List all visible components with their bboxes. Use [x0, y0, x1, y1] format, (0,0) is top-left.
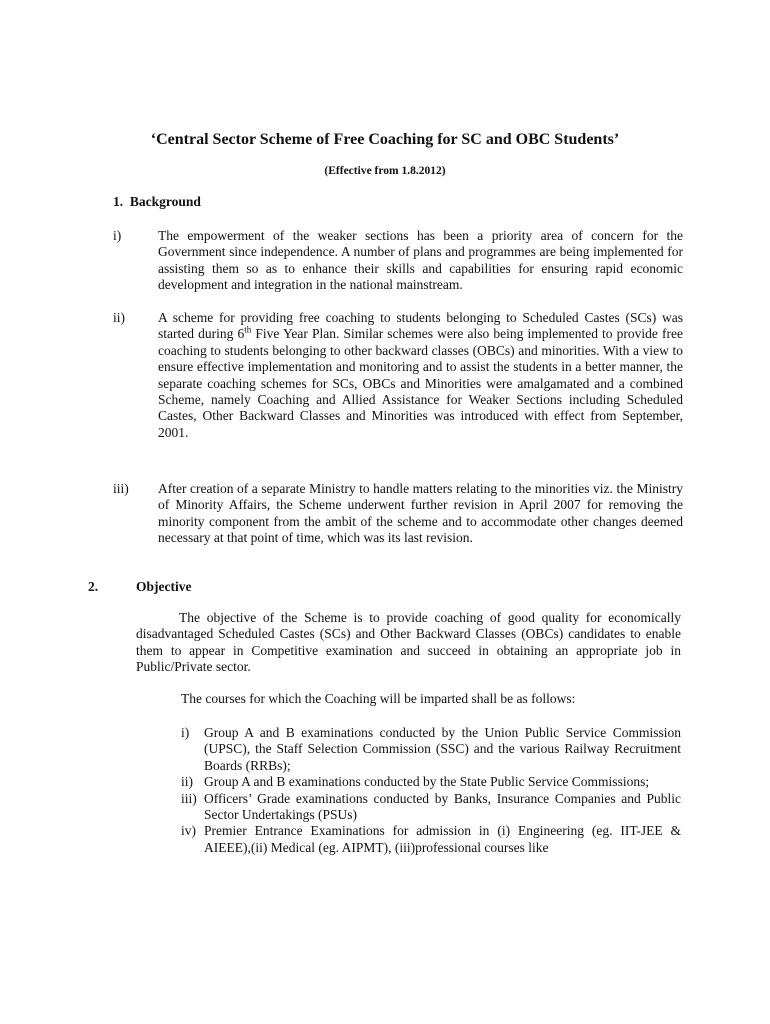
- section-heading-objective: Objective: [136, 579, 192, 594]
- superscript: th: [244, 324, 252, 335]
- objective-paragraph: The objective of the Scheme is to provide coaching of good quality for economically disadvantaged Scheduled Castes (SCs) and Other Backward Classes (OBCs) candidates to enable them to appear in Competitive examination and succeed in obtaining an appropriate job in Public/Private sector.: [136, 610, 681, 675]
- list-item: [181, 774, 681, 790]
- section-number: 2.: [88, 579, 99, 594]
- list-item-text: Group A and B examinations conducted by the State Public Service Commissions;: [204, 774, 650, 790]
- list-item-number: iv): [181, 823, 196, 839]
- item-number: iii): [113, 481, 129, 496]
- list-item-number: iii): [181, 790, 197, 806]
- item-text-part: A scheme for providing free coaching to students belonging to Scheduled Castes (SCs) was started during 6: [158, 310, 683, 342]
- list-item-number: i): [181, 725, 190, 740]
- document-subtitle: (Effective from 1.8.2012): [324, 165, 446, 177]
- list-item: [181, 791, 681, 824]
- list-item-text: Officers’ Grade examinations conducted by Banks, Insurance Companies and Public Sector Undertakings (PSUs): [204, 790, 681, 823]
- list-item: [181, 725, 681, 774]
- background-item: [113, 228, 683, 294]
- list-item: [181, 823, 681, 856]
- list-item-text: Group A and B examinations conducted by the Union Public Service Commission (UPSC), the Staff Selection Commission (SSC) and the various Railway Recruitment Boards (RRBs);: [204, 725, 681, 773]
- background-item: [113, 310, 683, 441]
- background-item: [113, 481, 683, 547]
- document-title: ‘Central Sector Scheme of Free Coaching for SC and OBC Students’: [150, 131, 620, 148]
- list-item-text: Premier Entrance Examinations for admission in (i) Engineering (eg. IIT-JEE & AIEEE),(ii) Medical (eg. AIPMT), (iii)professional courses like: [204, 823, 681, 855]
- item-text-part: Five Year Plan. Similar schemes were also being implemented to provide free coaching to students belonging to other backward classes (OBCs) and minorities. With a view to ensure effective implementation and monitoring and to assist the students in a better manner, the separate coaching schemes for SCs, OBCs and Minorities were amalgamated and a combined Scheme, namely Coaching and Allied Assistance for Weaker Sections including Scheduled Castes, Other Backward Classes and Minorities was introduced with effect from September, 2001.: [158, 326, 683, 440]
- item-number: i): [113, 228, 122, 243]
- item-text: The empowerment of the weaker sections has been a priority area of concern for the Government since independence. A number of plans and programmes are being implemented for assisting them so as to enhance their skills and capabilities for ensuring rapid economic development and integration in the national mainstream.: [158, 228, 683, 293]
- item-text: [158, 310, 683, 441]
- section-heading-background: 1. Background: [113, 194, 201, 209]
- list-item-number: ii): [181, 774, 193, 790]
- item-text: After creation of a separate Ministry to handle matters relating to the minorities viz. the Ministry of Minority Affairs, the Scheme underwent further revision in April 2007 for removing the minority component from the ambit of the scheme and to accommodate other changes deemed necessary at that point of time, which was its last revision.: [158, 481, 683, 546]
- courses-intro: The courses for which the Coaching will be imparted shall be as follows:: [181, 691, 576, 706]
- course-list: [181, 725, 681, 856]
- item-number: ii): [113, 310, 125, 325]
